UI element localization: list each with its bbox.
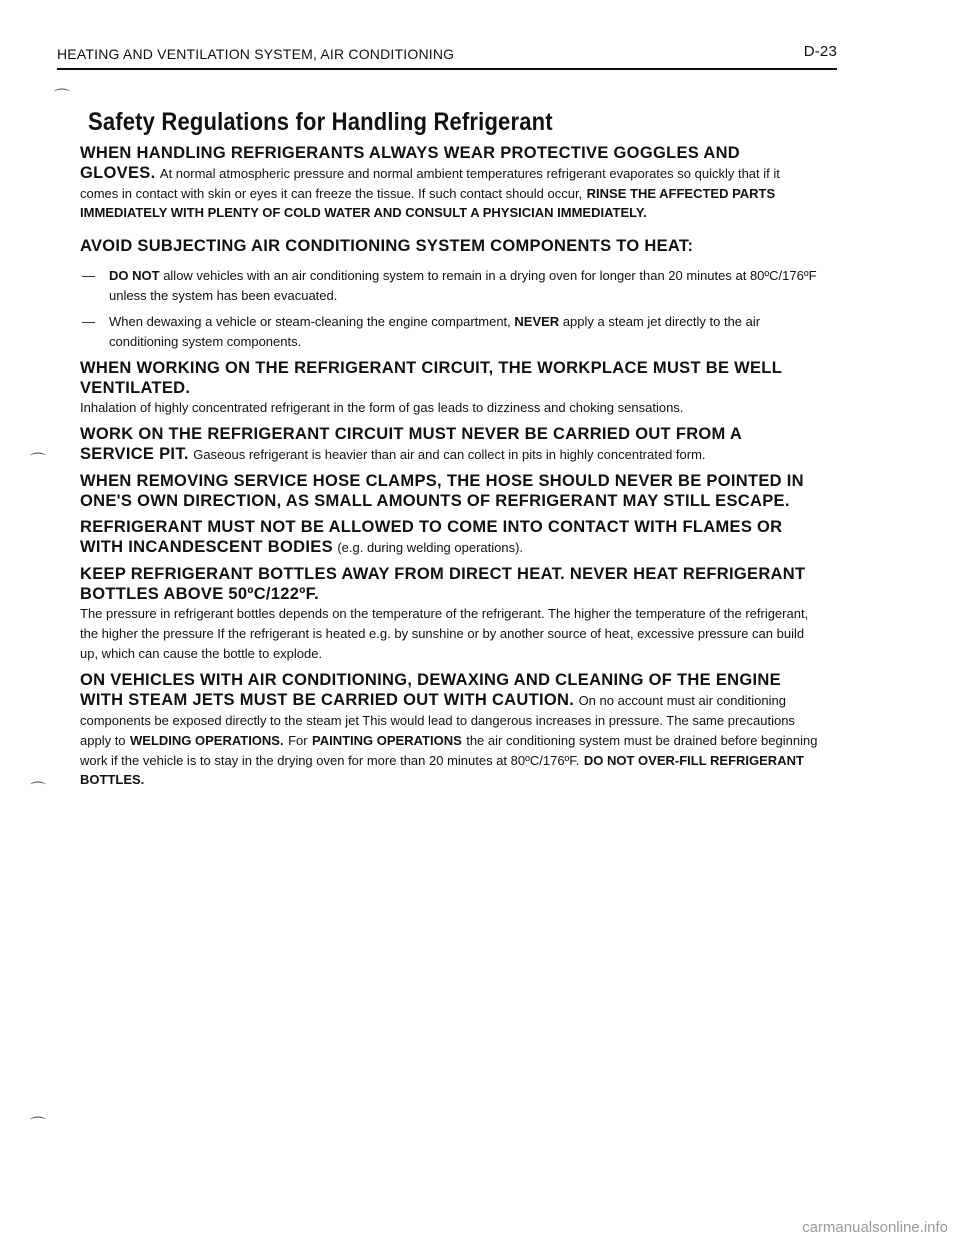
- flames-text: (e.g. during welding operations).: [337, 540, 524, 555]
- ventilation-text: Inhalation of highly concentrated refrigerant in the form of gas leads to dizziness and choking sensations.: [80, 400, 684, 415]
- page-header: [57, 44, 837, 70]
- heat-bullet-1: — DO NOT allow vehicles with an air conditioning system to remain in a drying oven for longer than 20 minutes at 80ºC/176ºF unless the system has been evacuated.: [82, 268, 817, 303]
- document-body: [80, 143, 820, 789]
- goggles-rinse-notice: RINSE THE AFFECTED PARTS IMMEDIATELY WITH PLENTY OF COLD WATER AND CONSULT A PHYSICIAN IMMEDIATELY.: [80, 186, 776, 220]
- page-title: Safety Regulations for Handling Refrigerant: [88, 108, 553, 136]
- ventilation-heading: WHEN WORKING ON THE REFRIGERANT CIRCUIT, THE WORKPLACE MUST BE WELL VENTILATED.: [80, 359, 782, 397]
- goggles-text: At normal atmospheric pressure and normal ambient temperatures refrigerant evaporates so quickly that if it comes in contact with skin or eyes it can freeze the tissue. If such contact should occur,: [80, 166, 780, 201]
- hose-clamp-heading: WHEN REMOVING SERVICE HOSE CLAMPS, THE HOSE SHOULD NEVER BE POINTED IN ONE'S OWN DIRECTION, AS SMALL AMOUNTS OF REFRIGERANT MAY STILL ESCAPE.: [80, 472, 804, 510]
- bottles-heading: KEEP REFRIGERANT BOTTLES AWAY FROM DIRECT HEAT. NEVER HEAT REFRIGERANT BOTTLES ABOVE 50ºC/122ºF.: [80, 565, 806, 603]
- section-title: HEATING AND VENTILATION SYSTEM, AIR CONDITIONING: [57, 46, 455, 62]
- goggles-warning: [80, 143, 820, 222]
- flames-warning: [80, 517, 820, 558]
- service-pit-text: Gaseous refrigerant is heavier than air and can collect in pits in highly concentrated form.: [193, 447, 706, 462]
- steam-jet-warning: ON VEHICLES WITH AIR CONDITIONING, DEWAXING AND CLEANING OF THE ENGINE WITH STEAM JETS MUST BE CARRIED OUT WITH CAUTION. On no account must air conditioning components be exposed directly to the steam jet This would lead to dangerous increases in pressure. The same precautions apply to WELDING OPERATIONS. For PAINTING OPERATIONS the air conditioning system must be drained before beginning work if the vehicle is to stay in the drying oven for more than 20 minutes at 80ºC/176ºF. DO NOT OVER-FILL REFRIGERANT BOTTLES.: [80, 671, 818, 787]
- goggles-heading: WHEN HANDLING REFRIGERANTS ALWAYS WEAR PROTECTIVE GOGGLES AND GLOVES.: [80, 144, 740, 182]
- service-pit-warning: [80, 424, 820, 465]
- margin-mark: ⌒: [30, 453, 47, 470]
- bullet-dash: —: [82, 268, 95, 283]
- heat-heading: AVOID SUBJECTING AIR CONDITIONING SYSTEM COMPONENTS TO HEAT:: [80, 237, 694, 255]
- service-pit-heading: WORK ON THE REFRIGERANT CIRCUIT MUST NEVER BE CARRIED OUT FROM A SERVICE PIT.: [80, 425, 742, 463]
- heat-warning: [80, 236, 820, 352]
- ventilation-warning: [80, 358, 820, 418]
- flames-heading: REFRIGERANT MUST NOT BE ALLOWED TO COME INTO CONTACT WITH FLAMES OR WITH INCANDESCENT BODIES: [80, 518, 783, 556]
- heat-bullet-2: — When dewaxing a vehicle or steam-cleaning the engine compartment, NEVER apply a steam jet directly to the air conditioning system components.: [82, 314, 761, 349]
- margin-mark: ⌒: [54, 89, 71, 106]
- page-number: D-23: [803, 43, 837, 60]
- bullet-dash: —: [82, 314, 95, 329]
- site-watermark: carmanualsonline.info: [802, 1219, 948, 1236]
- bottles-text: The pressure in refrigerant bottles depends on the temperature of the refrigerant. The higher the temperature of the refrigerant, the higher the pressure If the refrigerant is heated e.g. by sunshine or by another source of heat, excessive pressure can build up, which can cause the bottle to explode.: [80, 606, 809, 661]
- hose-clamp-warning: [80, 471, 820, 511]
- steam-jet-heading: ON VEHICLES WITH AIR CONDITIONING, DEWAXING AND CLEANING OF THE ENGINE WITH STEAM JETS MUST BE CARRIED OUT WITH CAUTION.: [80, 671, 781, 709]
- margin-mark: ⌒: [30, 1117, 47, 1134]
- overfill-notice: DO NOT OVER-FILL REFRIGERANT BOTTLES.: [80, 753, 804, 787]
- margin-mark: ⌒: [30, 782, 47, 799]
- bottles-warning: [80, 564, 820, 664]
